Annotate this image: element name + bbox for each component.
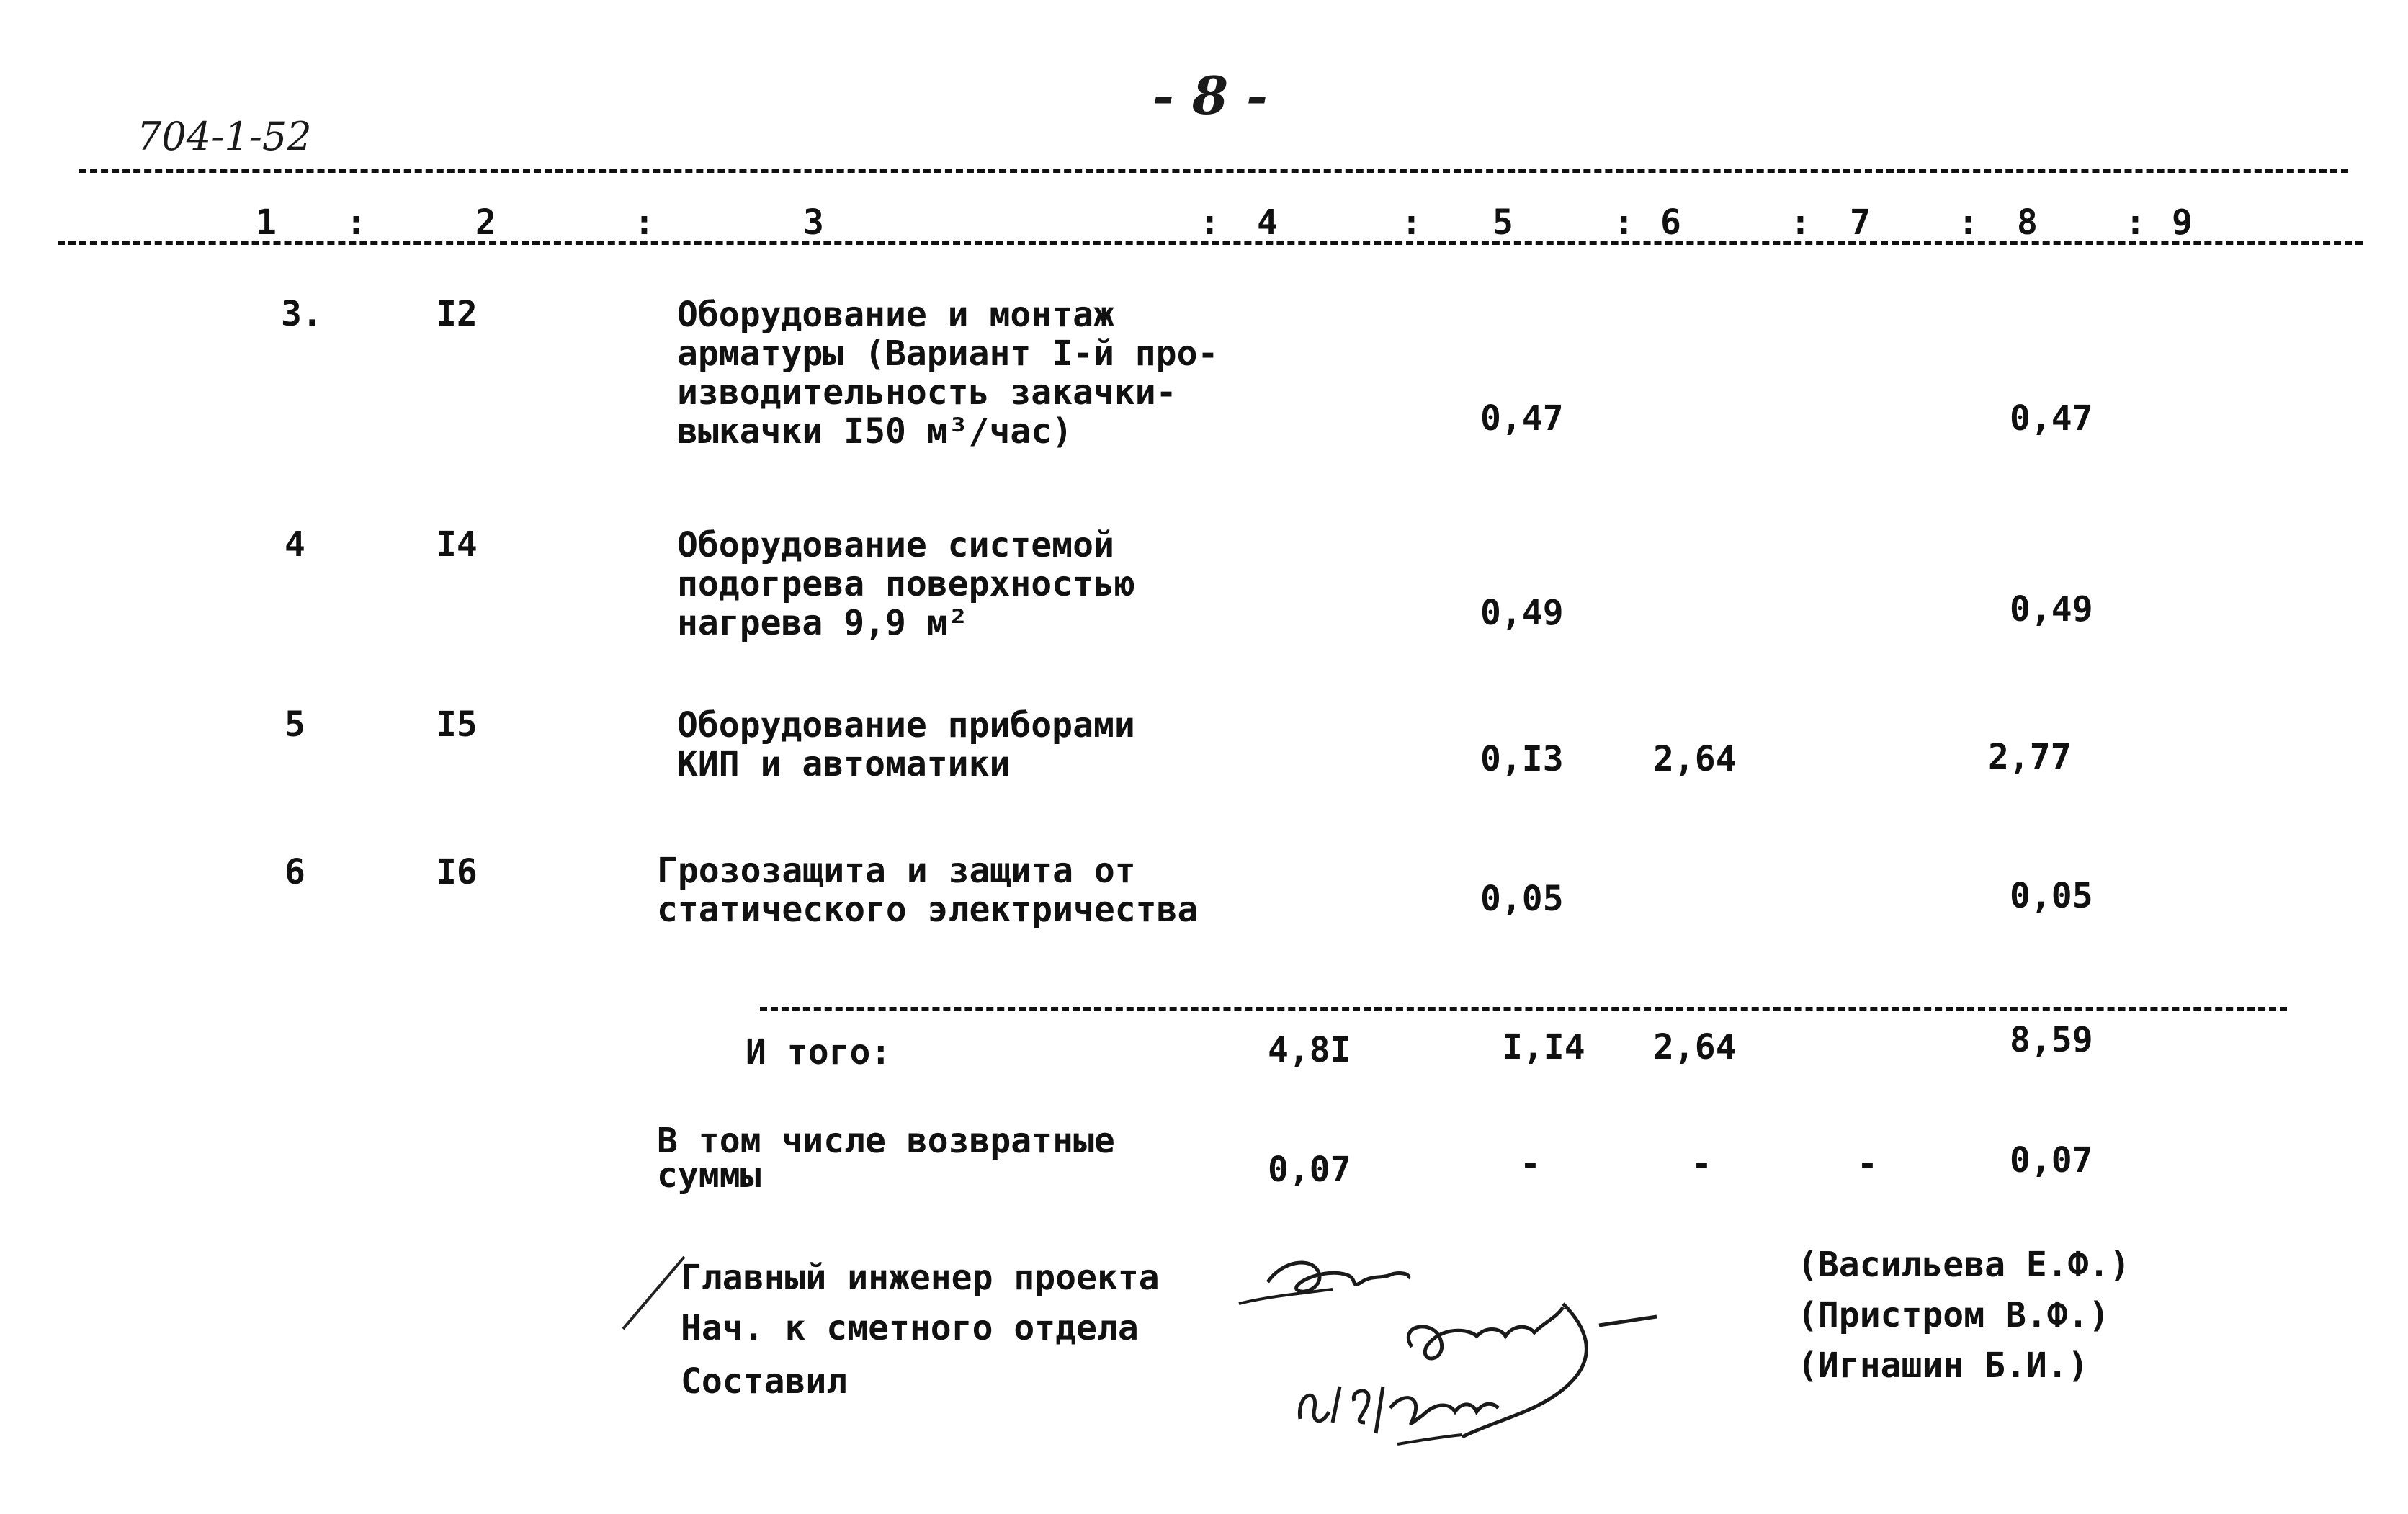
row-col6: 2,64 xyxy=(1653,739,1737,779)
document-code: 704-1-52 xyxy=(137,114,312,159)
row-number: 5 xyxy=(285,704,305,745)
column-number: 1 xyxy=(256,202,277,243)
column-separators: : xyxy=(1790,202,1811,243)
top-divider xyxy=(79,169,2348,173)
row-col5: 0,05 xyxy=(1480,879,1564,919)
column-number: 9 xyxy=(2172,202,2193,243)
row-number: 4 xyxy=(285,524,305,565)
row-code: I6 xyxy=(436,852,478,892)
column-number: 6 xyxy=(1660,202,1681,243)
column-separators: : xyxy=(346,202,367,243)
returnable-col8: 0,07 xyxy=(2010,1140,2093,1181)
row-col8: 2,77 xyxy=(1988,737,2072,777)
returnable-col7: - xyxy=(1857,1144,1878,1184)
row-description: Оборудование и монтаж арматуры (Вариант I-й про- изводительность закачки- выкачки I50 м³/час) xyxy=(677,295,1219,452)
returnable-col4: 0,07 xyxy=(1268,1150,1351,1190)
row-code: I5 xyxy=(436,704,478,745)
total-label: И того: xyxy=(746,1032,892,1072)
column-number: 5 xyxy=(1492,202,1513,243)
row-col5: 0,47 xyxy=(1480,398,1564,439)
returnable-label: В том числе возвратные суммы xyxy=(657,1121,1115,1196)
signature-name: (Пристром В.Ф.) xyxy=(1797,1295,2110,1335)
row-code: I4 xyxy=(436,524,478,565)
total-col8: 8,59 xyxy=(2010,1020,2093,1060)
column-number: 8 xyxy=(2017,202,2038,243)
column-separators: : xyxy=(1199,202,1220,243)
row-description: Оборудование системой подогрева поверхностью нагрева 9,9 м² xyxy=(677,525,1135,643)
column-number: 3 xyxy=(803,202,824,243)
column-number: 4 xyxy=(1257,202,1278,243)
returnable-col6: - xyxy=(1691,1144,1712,1184)
row-col8: 0,49 xyxy=(2010,589,2093,630)
signature-role: Главный инженер проекта xyxy=(681,1258,1160,1298)
column-number: 2 xyxy=(475,202,496,243)
handwritten-signature xyxy=(1225,1239,1729,1455)
column-separators: : xyxy=(2125,202,2146,243)
header-underline xyxy=(58,241,2363,245)
column-separators: : xyxy=(1401,202,1422,243)
totals-divider xyxy=(760,1007,2287,1011)
page-number: - 8 - xyxy=(1152,65,1268,126)
row-col8: 0,05 xyxy=(2010,876,2093,916)
row-col5: 0,49 xyxy=(1480,593,1564,633)
row-number: 6 xyxy=(285,852,305,892)
column-separators: : xyxy=(634,202,655,243)
row-col5: 0,I3 xyxy=(1480,739,1564,779)
column-separators: : xyxy=(1613,202,1634,243)
total-col4: 4,8I xyxy=(1268,1030,1351,1070)
signature-role: Составил xyxy=(681,1361,848,1402)
row-code: I2 xyxy=(436,294,478,334)
row-description: Оборудование приборами КИП и автоматики xyxy=(677,705,1135,784)
column-separators: : xyxy=(1958,202,1979,243)
row-description: Грозозащита и защита от статического электричества xyxy=(657,851,1199,930)
total-col6: 2,64 xyxy=(1653,1027,1737,1067)
signature-name: (Васильева Е.Ф.) xyxy=(1797,1245,2131,1285)
column-number: 7 xyxy=(1850,202,1871,243)
signature-role: Нач. к сметного отдела xyxy=(681,1308,1139,1348)
signature-name: (Игнашин Б.И.) xyxy=(1797,1345,2089,1386)
row-number: 3. xyxy=(281,294,323,334)
returnable-col5: - xyxy=(1520,1144,1541,1184)
total-col5: I,I4 xyxy=(1502,1027,1585,1067)
row-col8: 0,47 xyxy=(2010,398,2093,439)
